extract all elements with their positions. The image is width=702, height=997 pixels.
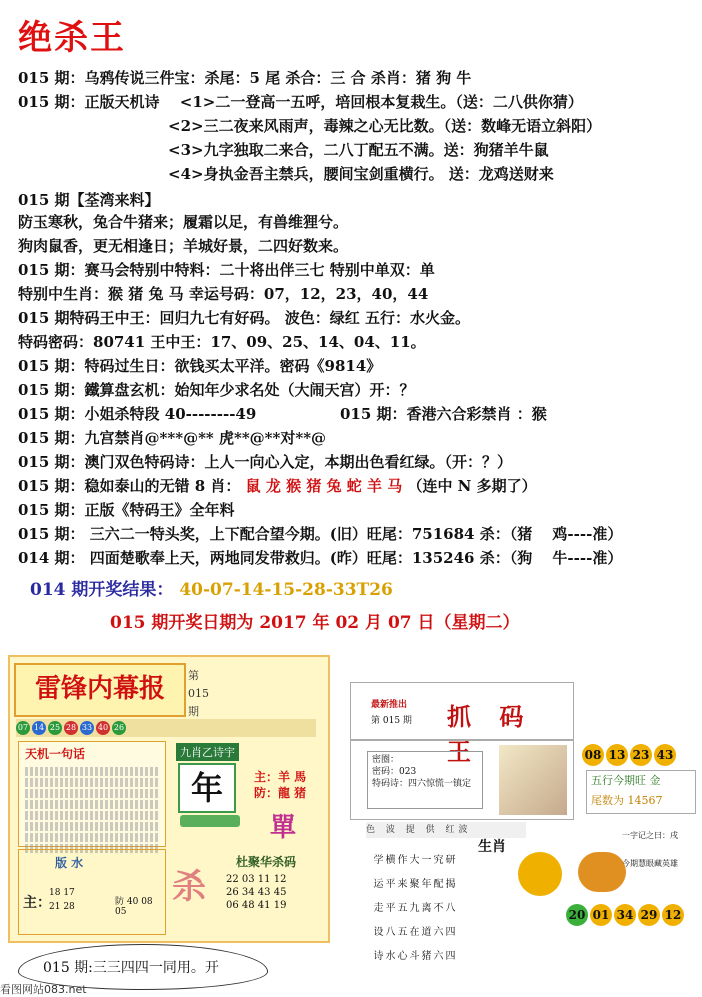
- giraffe-image: [499, 745, 567, 815]
- number-ball: 34: [614, 904, 636, 926]
- text-line: 015 期： 三六二一特头奖，上下配合望今期。(旧）旺尾：751684 杀：（猪 鸡----准）: [18, 525, 623, 543]
- five-elements-box: 五行今期旺 金 尾数为 14567: [586, 770, 696, 814]
- text-line: [18, 476, 537, 496]
- result-label: 014 期开奖结果：: [30, 580, 174, 600]
- poem-columns: 研究一大作横学 揭配年聚来平运 八不离九五平走 四六道在五八设 四六猪斗心水诗: [371, 854, 454, 960]
- number-ball: 07: [16, 721, 30, 735]
- text-line: 特别中生肖：猴 猪 兔 马 幸运号码：07，12，23，40，44: [18, 285, 429, 303]
- kill-box: [170, 849, 320, 933]
- numbers: 22 03 11 12 26 34 43 45 06 48 41 19: [226, 874, 287, 911]
- right-newspaper-image: [350, 682, 702, 960]
- site-watermark: 看图网站083.net: [0, 983, 87, 996]
- code-box: [350, 740, 574, 820]
- odd-glyph: 單: [270, 813, 297, 843]
- right-header: 最新推出 第 015 期 抓 码 王: [350, 682, 574, 740]
- zodiac-list: 鼠 龙 猴 猪 兔 蛇 羊 马: [245, 477, 403, 495]
- label-pill: [180, 815, 240, 827]
- color-bar: 色 波 提 供 红波: [366, 822, 526, 838]
- tianji-box: [18, 741, 166, 847]
- text-line: 015 期：正版天机诗 <1>二一登高一五呼，培回根本复栽生。（送：二八供你猜）: [18, 93, 583, 111]
- text-line: 015 期【荃湾来料】: [18, 191, 160, 209]
- caption: 一字记之曰：戌: [622, 831, 678, 840]
- ball-row: [566, 904, 684, 926]
- text-line: 015 期：正版《特码王》全年料: [18, 501, 235, 519]
- text-line: 015 期：小姐杀特段 40--------49: [18, 405, 257, 423]
- number-ball: 40: [96, 721, 110, 735]
- number-ball: 01: [590, 904, 612, 926]
- number-ball: 12: [662, 904, 684, 926]
- box-title: 九肖乙诗宇: [176, 743, 239, 761]
- zodiac-label: 生肖: [478, 839, 506, 855]
- box-title: 杜聚华杀码: [236, 855, 297, 869]
- bottom-section: [350, 822, 702, 960]
- text-line: 狗肉鼠香，更无相逢日；羊城好景，二四好数来。: [18, 237, 349, 255]
- text-line: <4>身执金吾主禁兵，腰间宝剑重横行。 送：龙鸡送财来: [168, 165, 554, 183]
- page-title: 绝杀王: [18, 18, 126, 58]
- issue-number: 第 015 期: [188, 669, 209, 718]
- number-ball: 23: [630, 744, 652, 766]
- main-label: 主：: [23, 895, 51, 911]
- text-line: 015 期：特码过生日：欲钱买太平洋。密码《9814》: [18, 357, 382, 375]
- text-line: <3>九字独取二来合，二八丁配五不满。送：狗猪羊牛鼠: [168, 141, 549, 159]
- ball-row: [16, 719, 316, 737]
- draw-date: 015 期开奖日期为 2017 年 02 月 07 日（星期二）: [110, 613, 520, 633]
- box-title: 天机一句话: [25, 747, 86, 761]
- footer-bubble: 015 期:三三四四一同用。开: [18, 944, 268, 990]
- text-line: <2>三二夜来风雨声，毒辣之心无比数。（送：数峰无语立斜阳）: [168, 117, 602, 135]
- result-value: 40-07-14-15-28-33T26: [179, 580, 393, 600]
- ball-row: [582, 744, 676, 766]
- number-ball: 26: [112, 721, 126, 735]
- text-prefix: 015 期：稳如泰山的无错 8 肖：: [18, 477, 241, 495]
- number-ball: 08: [582, 744, 604, 766]
- number-ball: 13: [606, 744, 628, 766]
- number-ball: 28: [64, 721, 78, 735]
- number-ball: 14: [32, 721, 46, 735]
- sun-icon: [518, 852, 562, 896]
- zodiac-box: [170, 741, 320, 845]
- left-newspaper-image: [8, 655, 330, 943]
- text-rows: [19, 767, 165, 853]
- text-line: 防玉寒秋，兔合牛猪来；履霜以足，有兽维狸兮。: [18, 213, 349, 231]
- tiger-icon: [578, 852, 626, 892]
- text-line: 015 期：香港六合彩禁肖 ：猴: [340, 405, 547, 423]
- code-text: 密圈： 密码：023 特码诗：四六惊慌一镇定: [367, 751, 483, 809]
- text-line: 015 期：鐵算盘玄机：始知年少求名处（大闹天宫）开：？: [18, 381, 415, 399]
- kill-glyph: 杀: [172, 867, 206, 907]
- text-line: 015 期：九宫禁肖@***@** 虎**@**对**@: [18, 429, 327, 447]
- number-ball: 33: [80, 721, 94, 735]
- caption: 今期慧眼藏英雄: [622, 859, 678, 868]
- box-title: 版 水: [55, 856, 84, 870]
- numbers-b: 防 40 08 05: [115, 897, 153, 917]
- text-line: 015 期特码王中王：回归九七有好码。 波色：绿红 五行：水火金。: [18, 309, 470, 327]
- text-line: 015 期：澳门双色特码诗：上人一向心入定，本期出色看红绿。（开：？）: [18, 453, 513, 471]
- number-ball: 43: [654, 744, 676, 766]
- numbers: 18 17 21 28: [49, 888, 75, 912]
- main-picks: 主：羊 馬 防：龍 猪: [254, 770, 307, 800]
- number-ball: 29: [638, 904, 660, 926]
- text-line: 015 期：乌鸦传说三件宝：杀尾：5 尾 杀合：三 合 杀肖：猪 狗 牛: [18, 69, 472, 87]
- water-box: [18, 849, 166, 935]
- number-ball: 20: [566, 904, 588, 926]
- year-glyph: 年: [178, 763, 236, 813]
- text-line: 015 期：赛马会特别中特料：二十将出伴三七 特别中单双：单: [18, 261, 435, 279]
- draw-result: [30, 575, 393, 600]
- text-line: 特码密码：80741 王中王：17、09、25、14、04、11。: [18, 333, 426, 351]
- newspaper-masthead: 雷锋内幕报: [14, 663, 186, 717]
- text-line: 014 期： 四面楚歌奉上天，两地同发带救归。(昨）旺尾：135246 杀：（狗 牛----准）: [18, 549, 623, 567]
- number-ball: 25: [48, 721, 62, 735]
- text-suffix: （连中 N 多期了）: [407, 477, 537, 495]
